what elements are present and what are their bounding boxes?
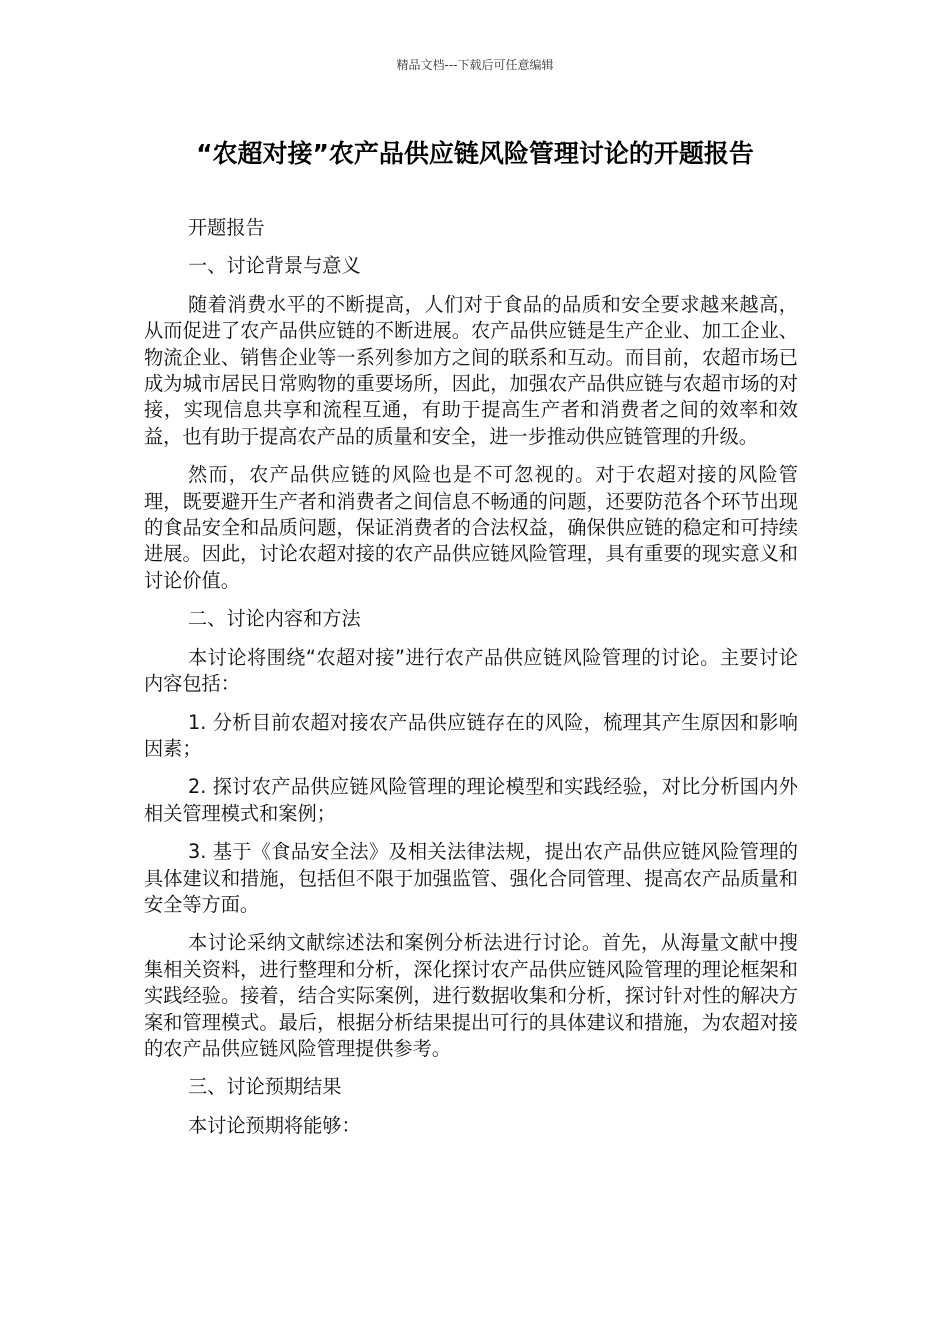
paragraph-risk: 然而，农产品供应链的风险也是不可忽视的。对于农超对接的风险管理，既要避开生产者和消费者之间信息不畅通的问题，还要防范各个环节出现的食品安全和品质问题，保证消费者的合法权益，确保供应链的稳定和可持续进展。因此，讨论农超对接的农产品供应链风险管理，具有重要的现实意义和讨论价值。 [144, 463, 798, 592]
document-title: “农超对接”农产品供应链风险管理讨论的开题报告 [196, 139, 754, 168]
list-item: 2. 探讨农产品供应链风险管理的理论模型和实践经验，对比分析国内外相关管理模式和案例； [144, 775, 798, 825]
list-item: 1. 分析目前农超对接农产品供应链存在的风险，梳理其产生原因和影响因素； [144, 710, 798, 760]
section-heading-background: 一、讨论背景与意义 [188, 254, 361, 278]
section-heading-content-methods: 二、讨论内容和方法 [188, 607, 361, 631]
header-note: 精品文档---下载后可任意编辑 [396, 58, 554, 72]
paragraph-content-intro: 本讨论将围绕“农超对接”进行农产品供应链风险管理的讨论。主要讨论内容包括： [144, 645, 798, 696]
paragraph-background: 随着消费水平的不断提高，人们对于食品的品质和安全要求越来越高，从而促进了农产品供应链的不断进展。农产品供应链是生产企业、加工企业、物流企业、销售企业等一系列参加方之间的联系和互动。而目前，农超市场已成为城市居民日常购物的重要场所，因此，加强农产品供应链与农超市场的对接，实现信息共享和流程互通，有助于提高生产者和消费者之间的效率和效益，也有助于提高农产品的质量和安全，进一步推动供应链管理的升级。 [144, 292, 798, 448]
paragraph-expected-intro: 本讨论预期将能够： [188, 1113, 361, 1137]
document-body [144, 215, 798, 1151]
paragraph-methods: 本讨论采纳文献综述法和案例分析法进行讨论。首先，从海量文献中搜集相关资料，进行整理和分析，深化探讨农产品供应链风险管理的理论框架和实践经验。接着，结合实际案例，进行数据收集和分析，探讨针对性的解决方案和管理模式。最后，根据分析结果提出可行的具体建议和措施，为农超对接的农产品供应链风险管理提供参考。 [144, 931, 798, 1060]
list-item: 3. 基于《食品安全法》及相关法律法规，提出农产品供应链风险管理的具体建议和措施，包括但不限于加强监管、强化合同管理、提高农产品质量和安全等方面。 [144, 840, 798, 916]
section-heading-expected-results: 三、讨论预期结果 [188, 1075, 342, 1099]
report-label: 开题报告 [188, 216, 265, 239]
